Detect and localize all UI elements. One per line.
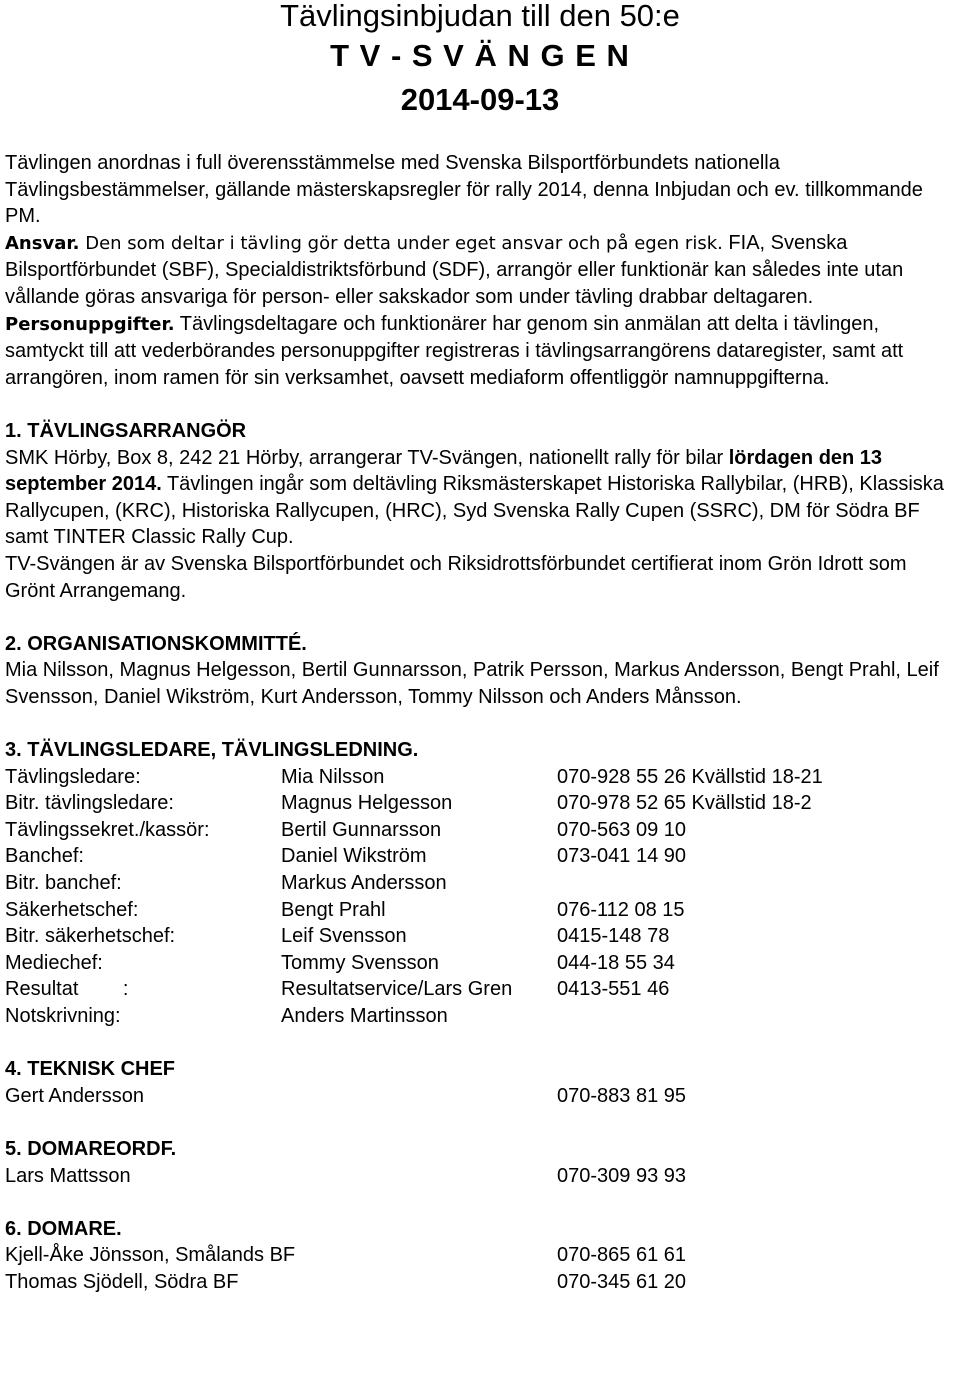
ansvar-text-1: Den som deltar i tävling gör detta under eget ansvar och på egen risk. — [79, 232, 723, 254]
official-row — [5, 790, 823, 817]
section-1-date-bold: lördagen den 13 september 2014. — [5, 446, 883, 496]
official-name: Leif Svensson — [281, 925, 407, 948]
official-name: Bertil Gunnarsson — [281, 818, 442, 841]
official-phone: 070-978 52 65 Kvällstid 18-2 — [557, 792, 812, 815]
official-name: Mia Nilsson — [281, 765, 385, 788]
section-1-certification: TV-Svängen är av Svenska Bilsportförbundet och Riksidrottsförbundet certifierat inom Grön Idrott som Grönt Arrangemang. — [5, 552, 907, 602]
official-name: Anders Martinsson — [281, 1005, 448, 1027]
official-role: Mediechef: — [5, 951, 103, 974]
chief-judge-row — [5, 1163, 960, 1190]
judge-name: Thomas Sjödell, Södra BF — [5, 1270, 239, 1293]
ansvar-paragraph — [5, 230, 960, 311]
official-row — [5, 1003, 823, 1030]
official-role: Banchef: — [5, 845, 84, 868]
section-2-heading: 2. ORGANISATIONSKOMMITTÉ. — [5, 632, 307, 655]
judge-phone: 070-345 61 20 — [557, 1270, 687, 1293]
judge-phone: 070-865 61 61 — [557, 1244, 687, 1267]
official-phone — [557, 1003, 823, 1030]
official-name: Markus Andersson — [281, 872, 447, 895]
judge-row — [5, 1242, 960, 1269]
official-phone: 076-112 08 15 — [557, 898, 685, 921]
document-body — [5, 150, 960, 1296]
official-phone: 073-041 14 90 — [557, 845, 687, 868]
official-name: Bengt Prahl — [281, 898, 386, 921]
document-header — [0, 0, 960, 120]
section-1-text — [5, 445, 960, 551]
personuppgifter-label: Personuppgifter. — [5, 313, 175, 335]
chief-judge-phone: 070-309 93 93 — [557, 1164, 687, 1187]
official-row — [5, 817, 823, 844]
ansvar-text-2: FIA, Svenska Bilsportförbundet (SBF), Specialdistriktsförbund (SDF), arrangör eller funktionär kan således inte utan vållande göras ansvariga för person- eller sakskador som under tävling drabbar deltagaren. — [5, 231, 904, 308]
official-phone: 044-18 55 34 — [557, 951, 675, 974]
technical-chief-row — [5, 1083, 960, 1110]
official-role: Bitr. säkerhetschef: — [5, 925, 176, 948]
official-row — [5, 870, 823, 897]
official-phone: 070-928 55 26 Kvällstid 18-21 — [557, 765, 823, 788]
official-phone: 0413-551 46 — [557, 978, 670, 1001]
official-name: Tommy Svensson — [281, 951, 439, 974]
official-row — [5, 950, 823, 977]
rules-paragraph — [5, 150, 960, 230]
official-row — [5, 976, 823, 1003]
official-role: Notskrivning: — [5, 1005, 121, 1027]
judge-row — [5, 1269, 960, 1296]
section-1-text-b: Tävlingen ingår som deltävling Riksmästerskapet Historiska Rallybilar, (HRB), Klassiska Rallycupen, (KRC), Historiska Rallycupen, (HRC), Syd Svenska Rally Cupen (SSRC), DM för Södra BF samt TINTER Classic Rally Cup. — [5, 473, 944, 549]
official-role: Säkerhetschef: — [5, 898, 139, 921]
section-1-heading: 1. TÄVLINGSARRANGÖR — [5, 419, 247, 442]
official-phone — [557, 870, 823, 897]
official-row — [5, 843, 823, 870]
personuppgifter-text: Tävlingsdeltagare och funktionärer har genom sin anmälan att delta i tävlingen, samtyckt till att vederbörandes personuppgifter registreras i tävlingsarrangörens dataregister, samt att arrangören, inom ramen för sin verksamhet, oavsett mediaform offentliggör namnuppgifterna. — [5, 312, 904, 389]
official-role: Bitr. tävlingsledare: — [5, 792, 174, 815]
official-name: Magnus Helgesson — [281, 792, 453, 815]
technical-chief-phone: 070-883 81 95 — [557, 1084, 687, 1107]
technical-chief-name: Gert Andersson — [5, 1084, 144, 1107]
rules-text: Tävlingen anordnas i full överensstämmelse med Svenska Bilsportförbundets nationella Tävlingsbestämmelser, gällande mästerskapsregler för rally 2014, denna Inbjudan och ev. tillkommande PM. — [5, 152, 923, 228]
official-role: Bitr. banchef: — [5, 872, 122, 895]
official-role: Tävlingssekret./kassör: — [5, 818, 210, 841]
event-name: T V - S V Ä N G E N — [330, 38, 630, 73]
chief-judge-name: Lars Mattsson — [5, 1164, 131, 1187]
section-3-heading: 3. TÄVLINGSLEDARE, TÄVLINGSLEDNING. — [5, 739, 419, 762]
official-role: Resultat : — [5, 978, 129, 1001]
official-row — [5, 923, 823, 950]
section-2-text: Mia Nilsson, Magnus Helgesson, Bertil Gunnarsson, Patrik Persson, Markus Andersson, Bengt Prahl, Leif Svensson, Daniel Wikström, Kurt Andersson, Tommy Nilsson och Anders Månsson. — [5, 659, 939, 708]
personuppgifter-paragraph — [5, 311, 960, 392]
section-6-heading: 6. DOMARE. — [5, 1217, 122, 1240]
judge-name: Kjell-Åke Jönsson, Smålands BF — [5, 1244, 296, 1267]
section-1-text-a: SMK Hörby, Box 8, 242 21 Hörby, arrangerar TV-Svängen, nationellt rally för bilar — [5, 446, 729, 469]
official-row — [5, 764, 823, 791]
official-phone: 0415-148 78 — [557, 925, 670, 948]
section-5-heading: 5. DOMAREORDF. — [5, 1137, 177, 1160]
official-role: Tävlingsledare: — [5, 765, 141, 788]
officials-table — [5, 764, 823, 1030]
official-name: Resultatservice/Lars Gren — [281, 978, 513, 1001]
official-row — [5, 897, 823, 924]
ansvar-label: Ansvar. — [5, 232, 80, 254]
official-name: Daniel Wikström — [281, 845, 427, 868]
event-date: 2014-09-13 — [400, 82, 560, 117]
section-4-heading: 4. TEKNISK CHEF — [5, 1058, 176, 1081]
invitation-title: Tävlingsinbjudan till den 50:e — [280, 0, 680, 33]
official-phone: 070-563 09 10 — [557, 818, 687, 841]
